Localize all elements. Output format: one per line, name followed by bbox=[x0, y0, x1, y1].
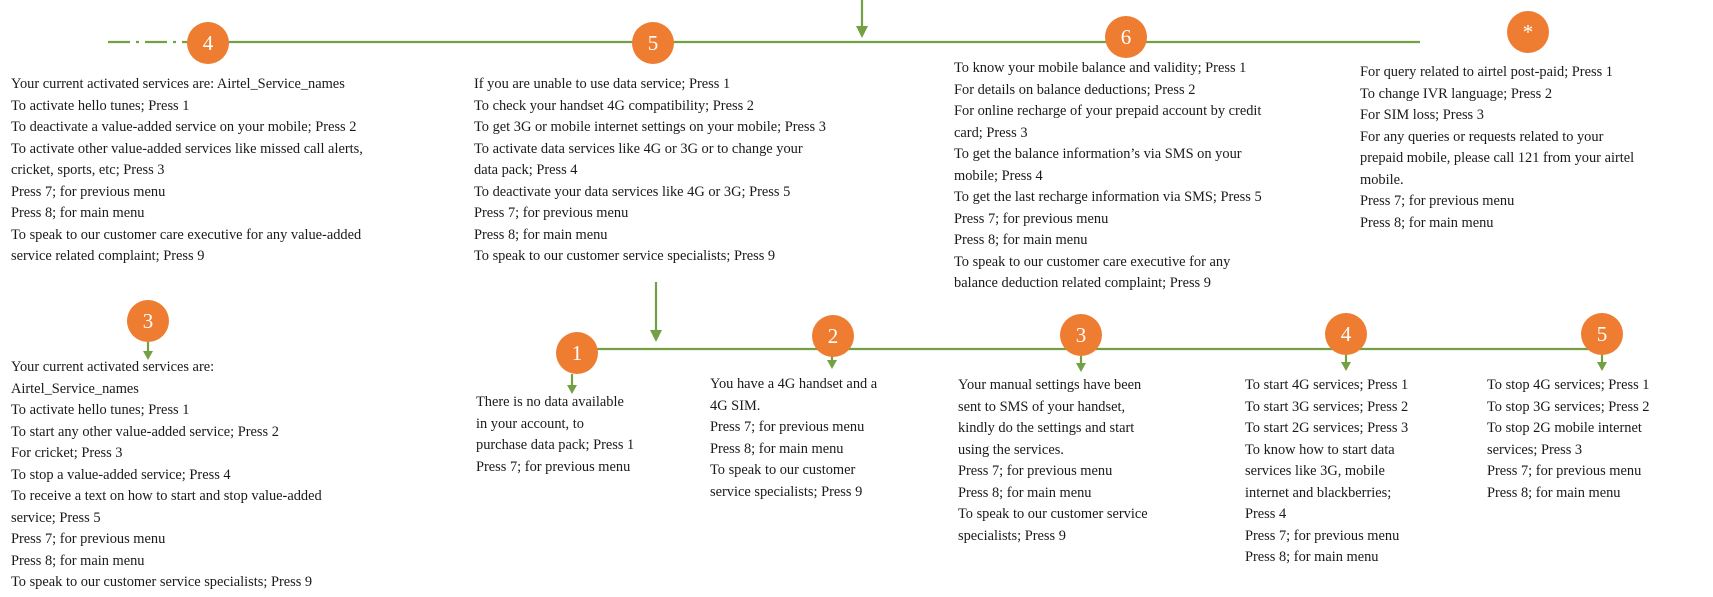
menu-option-line: Press 8; for main menu bbox=[11, 552, 145, 569]
menu-option-line: To speak to our customer service bbox=[958, 506, 1148, 522]
menu-node-5: 5 bbox=[632, 22, 674, 64]
menu-option-line: 4G SIM. bbox=[710, 397, 761, 414]
menu-option-line: Your current activated services are: Airtel_Service_names bbox=[11, 76, 345, 92]
menu-option-line: To speak to our customer service specialists; Press 9 bbox=[474, 248, 776, 264]
menu-option-line: Press 7; for previous menu bbox=[476, 458, 631, 475]
menu-option-line: in your account, to bbox=[476, 415, 584, 432]
menu-option-line: sent to SMS of your handset, bbox=[958, 398, 1126, 415]
menu-option-line: balance deduction related complaint; Press 9 bbox=[954, 275, 1211, 291]
menu-option-line: Your manual settings have been bbox=[958, 377, 1142, 393]
menu-node-5-5: 5 bbox=[1581, 313, 1623, 355]
menu-node-5-4: 4 bbox=[1325, 313, 1367, 355]
menu-option-line: Press 7; for previous menu bbox=[958, 463, 1113, 479]
menu-option-line: To activate data services like 4G or 3G or to change your bbox=[474, 140, 803, 157]
arrow-down-icon bbox=[1597, 362, 1607, 371]
menu-option-line: services; Press 3 bbox=[1487, 441, 1583, 458]
menu-option-line: To get the balance information’s via SMS on your bbox=[954, 146, 1242, 162]
menu-option-line: Press 7; for previous menu bbox=[11, 183, 166, 200]
menu-option-line: To speak to our customer bbox=[710, 462, 856, 478]
menu-option-line: Press 7; for previous menu bbox=[1245, 527, 1400, 544]
arrow-down-icon bbox=[650, 330, 662, 342]
menu-option-line: Press 7; for previous menu bbox=[954, 210, 1109, 227]
menu-option-line: For SIM loss; Press 3 bbox=[1360, 107, 1484, 123]
menu-option-line: mobile; Press 4 bbox=[954, 167, 1043, 184]
menu-option-line: Press 7; for previous menu bbox=[11, 531, 166, 547]
menu-6-options bbox=[954, 58, 1262, 295]
menu-option-line: Press 8; for main menu bbox=[474, 226, 608, 243]
menu-option-line: To change IVR language; Press 2 bbox=[1360, 85, 1553, 102]
menu-option-line: To deactivate your data services like 4G or 3G; Press 5 bbox=[474, 183, 791, 200]
menu-option-line: For online recharge of your prepaid account by credit bbox=[954, 103, 1262, 119]
menu-option-line: Press 8; for main menu bbox=[1360, 214, 1494, 231]
menu-option-line: If you are unable to use data service; Press 1 bbox=[474, 76, 731, 92]
menu-option-line: card; Press 3 bbox=[954, 124, 1028, 141]
menu-option-line: Press 8; for main menu bbox=[958, 484, 1092, 501]
menu-option-line: To deactivate a value-added service on your mobile; Press 2 bbox=[11, 119, 357, 135]
menu-option-line: Press 7; for previous menu bbox=[710, 419, 865, 435]
menu-option-line: Press 7; for previous menu bbox=[474, 205, 629, 221]
menu-4-3-options bbox=[11, 357, 322, 594]
menu-option-line: services like 3G, mobile bbox=[1245, 463, 1385, 479]
arrow-down-icon bbox=[827, 360, 837, 369]
menu-star-options bbox=[1360, 62, 1634, 234]
menu-option-line: To activate hello tunes; Press 1 bbox=[11, 402, 190, 418]
menu-4-options bbox=[11, 74, 363, 268]
menu-option-line: To stop a value-added service; Press 4 bbox=[11, 466, 231, 483]
arrow-down-icon bbox=[1076, 363, 1086, 372]
menu-option-line: To start 3G services; Press 2 bbox=[1245, 398, 1409, 415]
menu-option-line: Your current activated services are: bbox=[11, 359, 215, 375]
menu-option-line: Press 4 bbox=[1245, 506, 1287, 522]
menu-option-line: To start 4G services; Press 1 bbox=[1245, 377, 1409, 393]
menu-option-line: To stop 4G services; Press 1 bbox=[1487, 377, 1650, 393]
menu-option-line: Press 7; for previous menu bbox=[1360, 193, 1515, 209]
menu-5-4-options bbox=[1245, 375, 1408, 569]
menu-option-line: To know how to start data bbox=[1245, 441, 1395, 458]
menu-option-line: internet and blackberries; bbox=[1245, 484, 1392, 501]
menu-option-line: To stop 2G mobile internet bbox=[1487, 420, 1642, 436]
menu-node-5-1: 1 bbox=[556, 332, 598, 374]
menu-node-4: 4 bbox=[187, 22, 229, 64]
menu-option-line: For cricket; Press 3 bbox=[11, 445, 123, 461]
menu-option-line: To speak to our customer care executive for any bbox=[954, 253, 1231, 270]
menu-option-line: mobile. bbox=[1360, 171, 1404, 188]
menu-option-line: purchase data pack; Press 1 bbox=[476, 437, 635, 453]
menu-option-line: Press 8; for main menu bbox=[1245, 549, 1379, 565]
menu-option-line: Press 8; for main menu bbox=[710, 440, 844, 457]
menu-option-line: using the services. bbox=[958, 441, 1064, 458]
menu-option-line: To get 3G or mobile internet settings on your mobile; Press 3 bbox=[474, 119, 826, 135]
menu-option-line: Press 7; for previous menu bbox=[1487, 463, 1642, 479]
menu-option-line: prepaid mobile, please call 121 from your airtel bbox=[1360, 150, 1635, 166]
menu-option-line: service related complaint; Press 9 bbox=[11, 248, 205, 264]
menu-option-line: To speak to our customer service specialists; Press 9 bbox=[11, 574, 313, 590]
menu-option-line: kindly do the settings and start bbox=[958, 420, 1135, 436]
menu-5-options bbox=[474, 74, 826, 268]
menu-option-line: You have a 4G handset and a bbox=[710, 376, 878, 392]
menu-option-line: service; Press 5 bbox=[11, 509, 101, 526]
menu-node-star: * bbox=[1507, 11, 1549, 53]
menu-option-line: specialists; Press 9 bbox=[958, 527, 1066, 544]
menu-option-line: To activate hello tunes; Press 1 bbox=[11, 97, 190, 114]
menu-option-line: To stop 3G services; Press 2 bbox=[1487, 398, 1650, 415]
arrow-down-icon bbox=[1341, 362, 1351, 371]
menu-5-2-options bbox=[710, 374, 877, 503]
menu-option-line: service specialists; Press 9 bbox=[710, 483, 863, 500]
menu-node-6: 6 bbox=[1105, 16, 1147, 58]
menu-node-5-3: 3 bbox=[1060, 314, 1102, 356]
menu-option-line: For query related to airtel post-paid; Press 1 bbox=[1360, 64, 1613, 80]
menu-option-line: cricket, sports, etc; Press 3 bbox=[11, 162, 165, 178]
menu-5-3-options bbox=[958, 375, 1148, 547]
menu-option-line: To speak to our customer care executive for any value-added bbox=[11, 226, 362, 243]
menu-option-line: There is no data available bbox=[476, 394, 624, 410]
menu-node-5-2: 2 bbox=[812, 315, 854, 357]
menu-option-line: To activate other value-added services like missed call alerts, bbox=[11, 140, 363, 157]
menu-option-line: To get the last recharge information via SMS; Press 5 bbox=[954, 189, 1262, 205]
menu-option-line: To check your handset 4G compatibility; Press 2 bbox=[474, 97, 754, 114]
menu-option-line: To start 2G services; Press 3 bbox=[1245, 420, 1409, 436]
menu-option-line: To start any other value-added service; Press 2 bbox=[11, 423, 279, 440]
menu-node-4-3: 3 bbox=[127, 300, 169, 342]
arrow-down-icon bbox=[856, 26, 868, 38]
menu-option-line: Press 8; for main menu bbox=[11, 205, 145, 221]
menu-5-1-options bbox=[476, 392, 634, 478]
menu-option-line: For details on balance deductions; Press 2 bbox=[954, 81, 1196, 98]
menu-option-line: Press 8; for main menu bbox=[1487, 484, 1621, 501]
menu-option-line: To receive a text on how to start and stop value-added bbox=[11, 488, 322, 504]
menu-option-line: For any queries or requests related to your bbox=[1360, 128, 1604, 145]
menu-option-line: To know your mobile balance and validity; Press 1 bbox=[954, 60, 1247, 76]
menu-option-line: data pack; Press 4 bbox=[474, 162, 578, 178]
menu-option-line: Press 8; for main menu bbox=[954, 232, 1088, 248]
menu-option-line: Airtel_Service_names bbox=[11, 380, 139, 397]
menu-5-5-options bbox=[1487, 375, 1649, 504]
